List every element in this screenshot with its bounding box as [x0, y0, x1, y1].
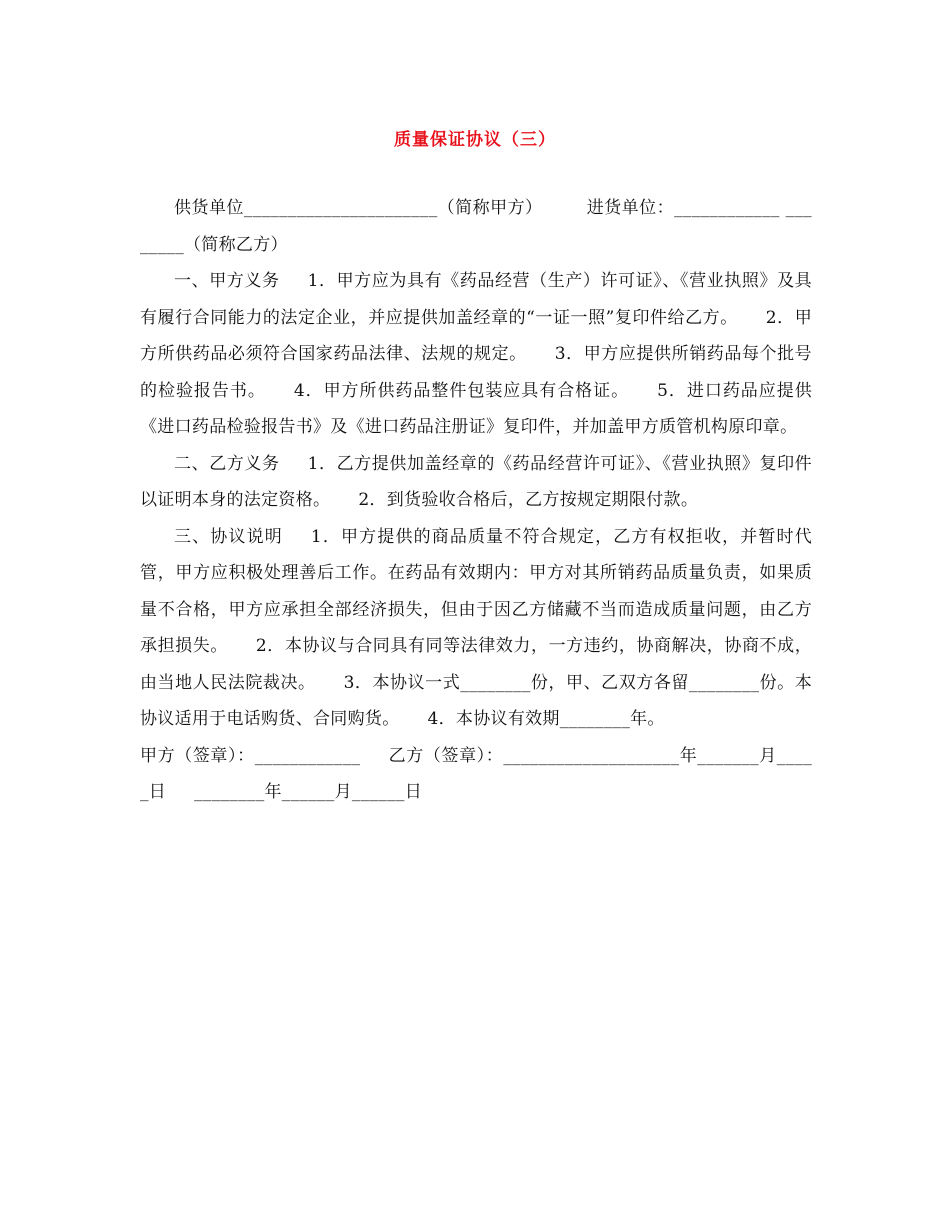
section-3-heading: 三、协议说明 [174, 526, 283, 547]
section-2-heading: 二、乙方义务 [174, 453, 280, 474]
section-1-item-1: 1．甲方应为具有《药品经营（生产）许可证》、《营业执照》及具有履行合同能力的法定企业，并应提供加盖经章的“一证一照”复印件给乙方。 [140, 271, 812, 328]
signature-paragraph [140, 738, 812, 811]
section-2-item-2: 2．到货验收合格后，乙方按规定期限付款。 [358, 490, 699, 510]
party-b-signature: 乙方（签章）：____________________年_______月_____日 [140, 745, 813, 802]
section-3-item-2: 2．本协议与合同具有同等法律效力，一方违约，协商解决，协商不成，由当地人民法院裁决。 [140, 636, 812, 693]
section-1-item-4: 4．甲方所供药品整件包装应具有合格证。 [293, 380, 630, 401]
party-a-signature: 甲方（签章）：____________ [140, 745, 361, 766]
section-1-paragraph [140, 263, 812, 446]
section-3-item-4: 4．本协议有效期________年。 [427, 709, 665, 729]
signature-date: ________年______月______日 [194, 782, 423, 802]
document-body [140, 190, 812, 811]
section-2-paragraph [140, 446, 812, 519]
section-1-heading: 一、甲方义务 [174, 271, 280, 291]
section-1-item-5: 5．进口药品应提供《进口药品检验报告书》及《进口药品注册证》复印件，并加盖甲方质管机构原印章。 [140, 380, 813, 437]
section-3-item-3: 3．本协议一式________份，甲、乙双方各留________份。本协议适用于电话购货、合同购货。 [140, 672, 812, 729]
section-3-item-1: 1．甲方提供的商品质量不符合规定，乙方有权拒收，并暂时代管，甲方应积极处理善后工作。在药品有效期内：甲方对其所销药品质量负责，如果质量不合格，甲方应承担全部经济损失，但由于因乙方储藏不当而造成质量问题，由乙方承担损失。 [140, 526, 812, 656]
parties-paragraph [140, 190, 812, 263]
document-title: 质量保证协议（三） [394, 130, 556, 150]
buyer-line: 进货单位：____________ ________（简称乙方） [140, 198, 812, 255]
section-1-item-2: 2．甲方所供药品必须符合国家药品法律、法规的规定。 [140, 307, 812, 364]
supplier-line: 供货单位______________________（简称甲方） [174, 198, 543, 218]
section-1-item-3: 3．甲方应提供所销药品每个批号的检验报告书。 [140, 344, 812, 401]
section-2-item-1: 1．乙方提供加盖经章的《药品经营许可证》、《营业执照》复印件以证明本身的法定资格。 [140, 453, 812, 510]
section-3-paragraph [140, 519, 812, 738]
